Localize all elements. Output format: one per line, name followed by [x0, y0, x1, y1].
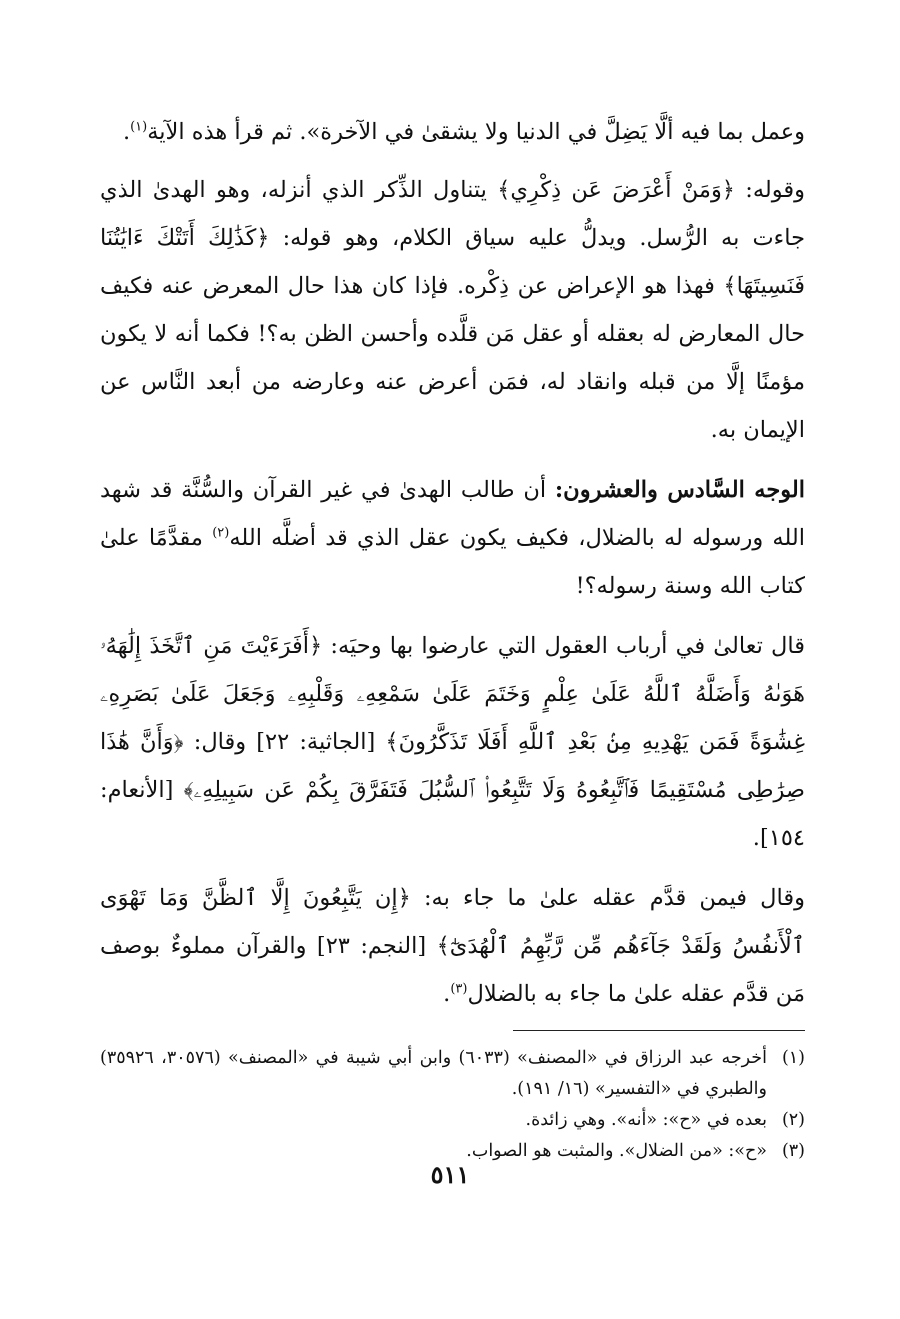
paragraph-3 [100, 466, 805, 610]
footnote-1 [100, 1043, 805, 1105]
page-body [100, 108, 805, 1167]
footnote-2-text: بعده في «ح»: «أنه». وهي زائدة. [525, 1110, 767, 1130]
paragraph-5 [100, 874, 805, 1018]
paragraph-3-text-a: أن طالب الهدىٰ في غير القرآن والسُّنَّة قد شهد الله ورسوله له بالضلال، فكيف يكون عقل الذي قد أضلَّه الله [100, 477, 805, 551]
footnote-divider [513, 1030, 805, 1031]
footnote-3-number: (٣) [781, 1141, 805, 1161]
footnote-2-number: (٢) [781, 1110, 805, 1130]
footnote-1-number: (١) [781, 1048, 805, 1068]
paragraph-2-text: وقوله: ﴿وَمَنْ أَعْرَضَ عَن ذِكْرِي﴾ يتناول الذِّكر الذي أنزله، وهو الهدىٰ الذي جاءت به الرُّسل. ويدلُّ عليه سياق الكلام، وهو قوله: ﴿كَذَٰلِكَ أَتَتْكَ ءَايَٰتُنَا فَنَسِيتَهَا﴾ فهذا هو الإعراض عن ذِكْره. فإذا كان هذا حال المعرض عنه فكيف حال المعارض له بعقله أو عقل مَن قلَّده وأحسن الظن به؟! فكما أنه لا يكون مؤمنًا إلَّا من قبله وانقاد له، فمَن أعرض عنه وعارضه من أبعد النَّاس عن الإيمان به. [100, 177, 805, 443]
footnote-1-text: أخرجه عبد الرزاق في «المصنف» (٦٠٣٣) وابن أبي شيبة في «المصنف» (٣٠٥٧٦، ٣٥٩٢٦) والطبري في «التفسير» (١٦/ ١٩١). [100, 1048, 767, 1099]
paragraph-3-text-b: مقدَّمًا علىٰ كتاب الله وسنة رسوله؟! [100, 525, 805, 599]
page-number: ٥١١ [430, 1160, 470, 1189]
paragraph-5-text: وقال فيمن قدَّم عقله علىٰ ما جاء به: ﴿إِن يَتَّبِعُونَ إِلَّا ٱلظَّنَّ وَمَا تَهْوَى ٱلْأَنفُسُ وَلَقَدْ جَآءَهُم مِّن رَّبِّهِمُ ٱلْهُدَىٰٓ﴾ [النجم: ٢٣] والقرآن مملوءٌ بوصف مَن قدَّم عقله علىٰ ما جاء به بالضلال [100, 885, 805, 1007]
paragraph-1 [100, 108, 805, 156]
paragraph-1-end: . [122, 119, 131, 145]
paragraph-2 [100, 166, 805, 454]
paragraph-5-end: . [443, 981, 451, 1007]
paragraph-4-text: قال تعالىٰ في أرباب العقول التي عارضوا بها وحيَه: ﴿أَفَرَءَيْتَ مَنِ ٱتَّخَذَ إِلَٰهَهُۥ هَوَىٰهُ وَأَضَلَّهُ ٱللَّهُ عَلَىٰ عِلْمٍ وَخَتَمَ عَلَىٰ سَمْعِهِۦ وَقَلْبِهِۦ وَجَعَلَ عَلَىٰ بَصَرِهِۦ غِشَٰوَةً فَمَن يَهْدِيهِ مِنۢ بَعْدِ ٱللَّهِ أَفَلَا تَذَكَّرُونَ﴾ [الجاثية: ٢٢] وقال: ﴿وَأَنَّ هَٰذَا صِرَٰطِى مُسْتَقِيمًا فَٱتَّبِعُوهُ وَلَا تَتَّبِعُوا۟ ٱلسُّبُلَ فَتَفَرَّقَ بِكُمْ عَن سَبِيلِهِۦ﴾ [الأنعام: ١٥٤]. [100, 633, 805, 851]
footnote-ref-1[interactable]: (١) [130, 119, 148, 135]
footnote-ref-3[interactable]: (٣) [450, 981, 468, 997]
section-heading: الوجه السَّادس والعشرون: [554, 477, 805, 503]
paragraph-1-text: وعمل بما فيه ألَّا يَضِلَّ في الدنيا ولا يشقىٰ في الآخرة». ثم قرأ هذه الآية [147, 119, 805, 145]
footnote-2 [100, 1105, 805, 1136]
footnote-ref-2[interactable]: (٢) [212, 525, 230, 541]
footnote-3-text: «ح»: «من الضلال». والمثبت هو الصواب. [466, 1141, 767, 1161]
paragraph-4 [100, 622, 805, 862]
